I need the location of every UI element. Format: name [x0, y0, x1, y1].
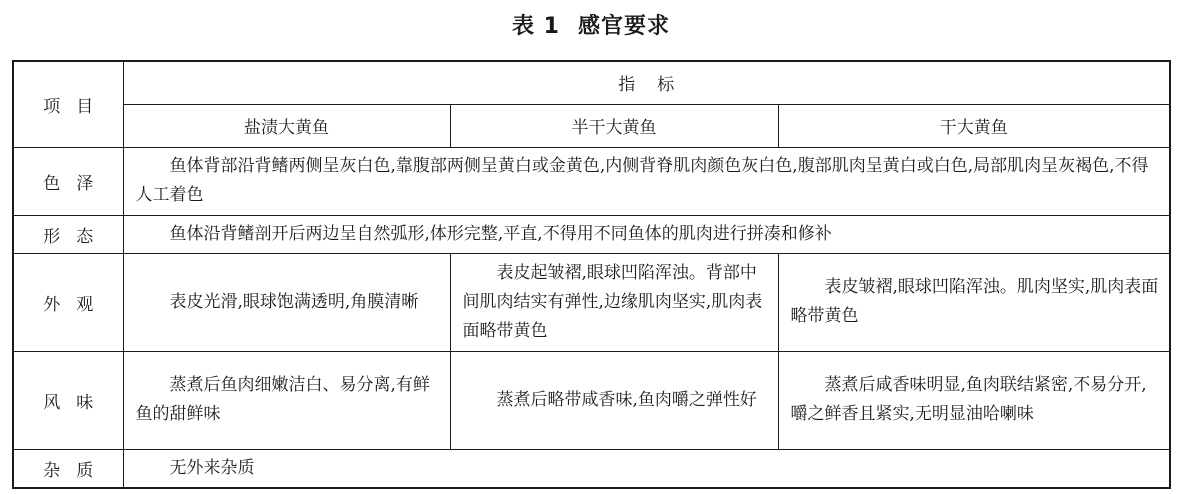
table-row [13, 215, 1170, 253]
table-number: 表 1 [512, 14, 560, 39]
column-header: 干大黄鱼 [778, 104, 1170, 147]
row-item-label: 色泽 [13, 147, 123, 215]
table-cell: 蒸煮后略带咸香味,鱼肉嚼之弹性好 [450, 351, 778, 449]
merged-cell: 鱼体背部沿背鳍两侧呈灰白色,靠腹部两侧呈黄白或金黄色,内侧背脊肌肉颜色灰白色,腹部肌肉呈黄白或白色,局部肌肉呈灰褐色,不得人工着色 [123, 147, 1170, 215]
merged-cell: 鱼体沿背鳍剖开后两边呈自然弧形,体形完整,平直,不得用不同鱼体的肌肉进行拼凑和修补 [123, 215, 1170, 253]
row-item-label: 杂质 [13, 449, 123, 488]
table-cell: 表皮光滑,眼球饱满透明,角膜清晰 [123, 253, 450, 351]
table-row [13, 351, 1170, 449]
table-title: 感官要求 [577, 14, 670, 39]
table-row [13, 449, 1170, 488]
merged-cell: 无外来杂质 [123, 449, 1170, 488]
table-caption [0, 12, 1182, 42]
table-row [13, 147, 1170, 215]
header-row-top [13, 61, 1170, 104]
row-item-label: 外观 [13, 253, 123, 351]
column-header: 盐渍大黄鱼 [123, 104, 450, 147]
item-header: 项目 [13, 61, 123, 147]
table-cell: 蒸煮后咸香味明显,鱼肉联结紧密,不易分开,嚼之鲜香且紧实,无明显油哈喇味 [778, 351, 1170, 449]
index-header: 指标 [123, 61, 1170, 104]
column-header: 半干大黄鱼 [450, 104, 778, 147]
row-item-label: 风味 [13, 351, 123, 449]
sensory-requirements-table [12, 60, 1171, 489]
table-cell: 表皮皱褶,眼球凹陷浑浊。肌肉坚实,肌肉表面略带黄色 [778, 253, 1170, 351]
table-cell: 表皮起皱褶,眼球凹陷浑浊。背部中间肌肉结实有弹性,边缘肌肉坚实,肌肉表面略带黄色 [450, 253, 778, 351]
header-row-columns [13, 104, 1170, 147]
table-cell: 蒸煮后鱼肉细嫩洁白、易分离,有鲜鱼的甜鲜味 [123, 351, 450, 449]
row-item-label: 形态 [13, 215, 123, 253]
table-row [13, 253, 1170, 351]
